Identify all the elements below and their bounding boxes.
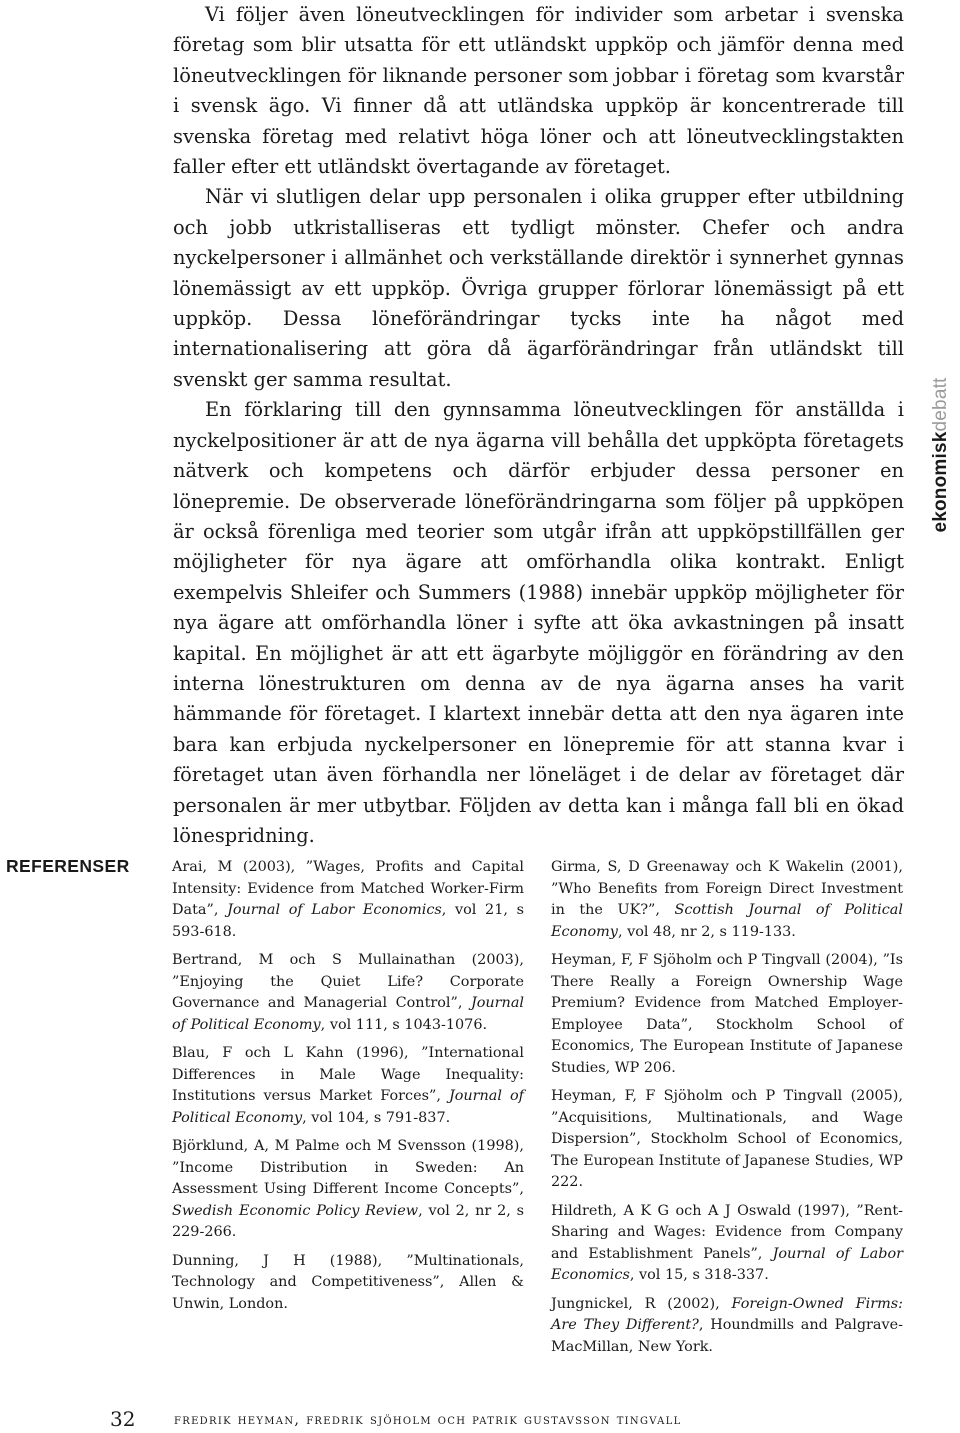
side-label-part1: ekonomisk: [930, 431, 951, 533]
page-number: 32: [110, 1407, 136, 1431]
article-body: [173, 0, 904, 851]
reference-item: Heyman, F, F Sjöholm och P Tingvall (2004), ”Is There Really a Foreign Ownership Wage Premium? Evidence from Matched Employer-Employee Data”, Stockholm School of Economics, The European Institute of Japanese Studies, WP 206.: [551, 952, 903, 1076]
side-label-text: [930, 377, 952, 532]
body-paragraph-1: Vi följer även löneutvecklingen för individer som arbetar i svenska företag som blir utsatta för ett utländskt uppköp och jämför denna med löneutvecklingen för liknande personer som jobbar i företag som kvarstår i svensk ägo. Vi finner då att utländska uppköp är koncentrerade till svenska företag med relativt höga löner och att löneutvecklingstakten faller efter ett utländskt övertagande av företaget.: [173, 3, 904, 179]
reference-item: Blau, F och L Kahn (1996), ”International Differences in Male Wage Inequality: Institutions versus Market Forces”, Journal of Political Economy, vol 104, s 791-837.: [172, 1045, 524, 1126]
journal-side-label: [921, 175, 960, 735]
page-footer: [0, 1403, 960, 1433]
reference-item: Heyman, F, F Sjöholm och P Tingvall (2005), ”Acquisitions, Multinationals, and Wage Dispersion”, Stockholm School of Economics, The European Institute of Japanese Studies, WP 222.: [551, 1088, 903, 1190]
reference-item: Jungnickel, R (2002), Foreign-Owned Firms: Are They Different?, Houndmills and Palgrave-MacMillan, New York.: [551, 1295, 903, 1355]
reference-item: Björklund, A, M Palme och M Svensson (1998), ”Income Distribution in Sweden: An Assessment Using Different Income Concepts”, Swedish Economic Policy Review, vol 2, nr 2, s 229-266.: [172, 1138, 524, 1240]
reference-item: Hildreth, A K G och A J Oswald (1997), ”Rent-Sharing and Wages: Evidence from Company and Establishment Panels”, Journal of Labor Economics, vol 15, s 318-337.: [551, 1202, 904, 1283]
reference-item: Dunning, J H (1988), ”Multinationals, Technology and Competitiveness”, Allen & Unwin, London.: [172, 1252, 524, 1312]
body-paragraph-3: En förklaring till den gynnsamma löneutvecklingen för anställda i nyckelpositioner är att de nya ägarna vill behålla det uppköpta företagets nätverk och kompetens och därför erbjuder dessa personer en lönepremie. De observerade löneförändringarna som följer på uppköpen är också förenliga med teorier som utgår ifrån att uppköpstillfällen ger möjligheter för nya ägare att omförhandla olika kontrakt. Enligt exempelvis Shleifer och Summers (1988) innebär uppköp möjligheter för nya ägare att omförhandla löner i syfte att öka avkastningen på insatt kapital. En möjlighet är att ett ägarbyte möjliggör en förändring av den interna lönestrukturen om denna av de nya ägarna anses ha varit hämmande för företaget. I klartext innebär detta att den nya ägaren inte bara kan erbjuda nyckelpersoner en lönepremie för att stanna kvar i företaget utan även förhandla ner löneläget i de delar av företaget där personalen är mer utbytbar. Följden av detta kan i många fall bli en ökad lönespridning.: [173, 398, 904, 847]
references-column-1: [172, 857, 524, 1322]
references-column-2: [551, 857, 903, 1365]
footer-authors: fredrik heyman, fredrik sjöholm och patrik gustavsson tingvall: [174, 1412, 682, 1428]
reference-item: Girma, S, D Greenaway och K Wakelin (2001), ”Who Benefits from Foreign Direct Investment in the UK?”, Scottish Journal of Political Economy, vol 48, nr 2, s 119-133.: [551, 859, 903, 940]
reference-item: Arai, M (2003), ”Wages, Profits and Capital Intensity: Evidence from Matched Worker-Firm Data”, Journal of Labor Economics, vol 21, s 593-618.: [172, 859, 524, 940]
references-heading: REFERENSER: [6, 856, 130, 876]
reference-item: Bertrand, M och S Mullainathan (2003), ”Enjoying the Quiet Life? Corporate Governance and Managerial Control”, Journal of Political Economy, vol 111, s 1043-1076.: [172, 952, 524, 1033]
side-label-part2: debatt: [930, 377, 951, 432]
body-paragraph-2: När vi slutligen delar upp personalen i olika grupper efter utbildning och jobb utkristalliseras ett tydligt mönster. Chefer och andra nyckelpersoner i allmänhet och verkställande direktör i synnerhet gynnas lönemässigt av ett uppköp. Övriga grupper förlorar lönemässigt på ett uppköp. Dessa löneförändringar tycks inte ha något med internationalisering att göra då ägarförändringar från utländskt till svenskt ger samma resultat.: [173, 185, 904, 391]
